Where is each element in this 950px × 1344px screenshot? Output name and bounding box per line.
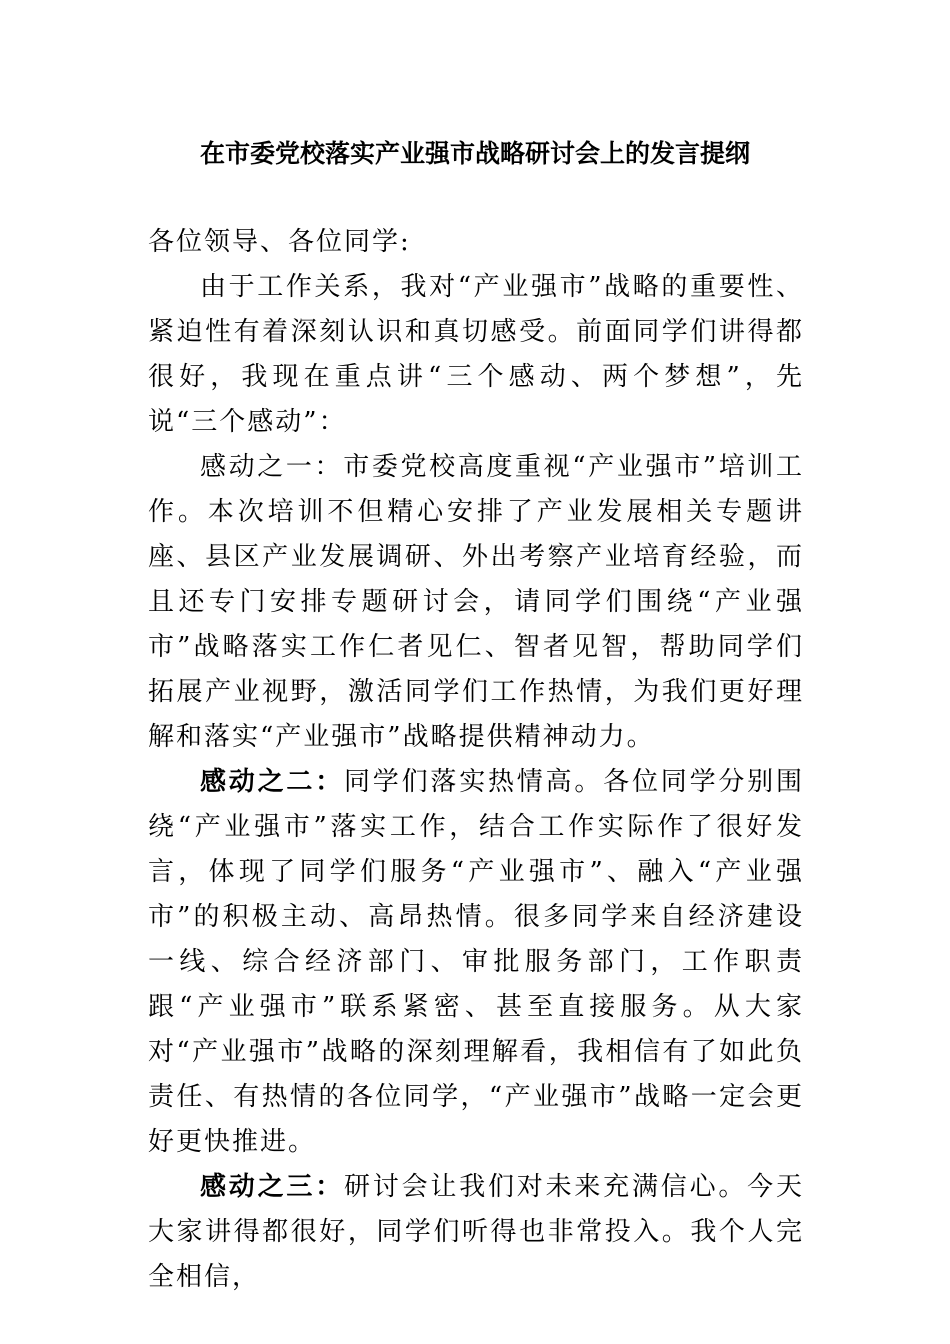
document-title: 在市委党校落实产业强市战略研讨会上的发言提纲 xyxy=(199,139,750,168)
point-two-text: 同学们落实热情高。各位同学分别围绕“产业强市”落实工作，结合工作实际作了很好发言，体现了同学们服务“产业强市”、融入“产业强市”的积极主动、高昂热情。很多同学来自经济建设一线、综合经济部门、审批服务部门，工作职责跟“产业强市”联系紧密、甚至直接服务。从大家对“产业强市”战略的深刻理解看，我相信有了如此负责任、有热情的各位同学，“产业强市”战略一定会更好更快推进。 xyxy=(148,767,804,1157)
point-three-text: 研讨会让我们对未来充满信心。今天大家讲得都很好，同学们听得也非常投入。我个人完全相信， xyxy=(148,1172,804,1292)
point-one-text: 市委党校高度重视“产业强市”培训工作。本次培训不但精心安排了产业发展相关专题讲座、县区产业发展调研、外出考察产业培育经验，而且还专门安排专题研讨会，请同学们围绕“产业强市”战略落实工作仁者见仁、智者见智，帮助同学们拓展产业视野，激活同学们工作热情，为我们更好理解和落实“产业强市”战略提供精神动力。 xyxy=(148,452,804,752)
point-three-paragraph xyxy=(148,1165,804,1300)
salutation: 各位领导、各位同学: xyxy=(148,227,411,257)
point-two-paragraph xyxy=(148,760,804,1165)
point-three-lead: 感动之三： xyxy=(200,1172,344,1202)
point-one-paragraph xyxy=(148,445,804,760)
point-two-lead: 感动之二： xyxy=(200,767,344,797)
intro-paragraph: 由于工作关系，我对“产业强市”战略的重要性、紧迫性有着深刻认识和真切感受。前面同学们讲得都很好，我现在重点讲“三个感动、两个梦想”，先说“三个感动”： xyxy=(148,272,804,437)
document-body xyxy=(148,220,804,1300)
point-one-lead: 感动之一： xyxy=(200,452,344,482)
